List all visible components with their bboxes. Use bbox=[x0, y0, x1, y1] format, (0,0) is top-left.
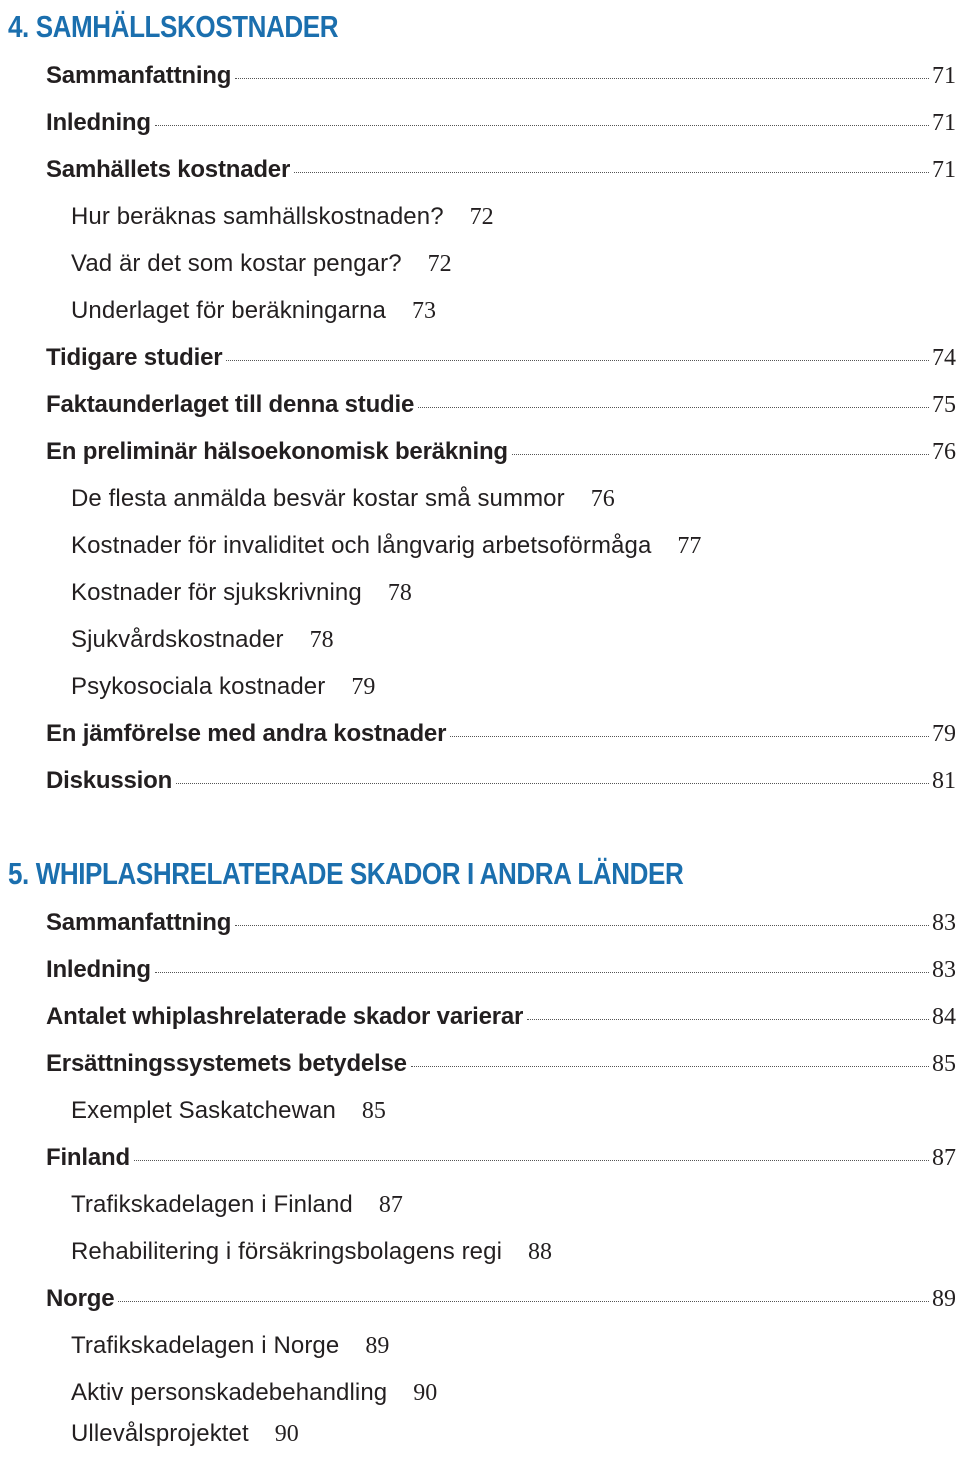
toc-entry-label: Norge bbox=[46, 1285, 115, 1312]
toc-entry[interactable] bbox=[46, 109, 956, 141]
toc-page-number: 74 bbox=[932, 345, 956, 371]
toc-entry-label: Antalet whiplashrelaterade skador varierar bbox=[46, 1003, 524, 1030]
dot-leader bbox=[512, 453, 929, 455]
toc-page-number: 71 bbox=[932, 157, 956, 183]
dot-leader bbox=[155, 124, 929, 126]
toc-subentry[interactable] bbox=[71, 626, 334, 658]
toc-subentry[interactable] bbox=[71, 1420, 299, 1452]
toc-entry[interactable] bbox=[46, 1050, 956, 1082]
toc-entry[interactable] bbox=[46, 391, 956, 423]
dot-leader bbox=[118, 1300, 929, 1302]
toc-subentry[interactable] bbox=[71, 532, 701, 564]
toc-entry-label: Finland bbox=[46, 1144, 130, 1171]
toc-entry[interactable] bbox=[46, 344, 956, 376]
toc-subentry-label: Psykosociala kostnader bbox=[71, 673, 326, 700]
toc-page-number: 85 bbox=[361, 1098, 386, 1124]
dot-leader bbox=[155, 971, 929, 973]
dot-leader bbox=[294, 171, 929, 173]
toc-entry-label: En jämförelse med andra kostnader bbox=[46, 720, 447, 747]
toc-subentry[interactable] bbox=[71, 1097, 386, 1129]
toc-page-number: 76 bbox=[932, 439, 956, 465]
toc-entry[interactable] bbox=[46, 156, 956, 188]
toc-subentry-label: Aktiv personskadebehandling bbox=[71, 1379, 388, 1406]
toc-entry-label: Ersättningssystemets betydelse bbox=[46, 1050, 407, 1077]
section-title: 5. WHIPLASHRELATERADE SKADOR I ANDRA LÄNDER bbox=[8, 856, 684, 891]
dot-leader bbox=[134, 1159, 929, 1161]
toc-page-number: 90 bbox=[274, 1421, 299, 1447]
toc-entry[interactable] bbox=[46, 909, 956, 941]
toc-page-number: 83 bbox=[932, 957, 956, 983]
toc-subentry-label: De flesta anmälda besvär kostar små summor bbox=[71, 485, 565, 512]
toc-page-number: 83 bbox=[932, 910, 956, 936]
toc-subentry[interactable] bbox=[71, 297, 436, 329]
toc-entry-label: Inledning bbox=[46, 956, 151, 983]
toc-subentry-label: Exemplet Saskatchewan bbox=[71, 1097, 336, 1124]
dot-leader bbox=[235, 77, 929, 79]
toc-page-number: 79 bbox=[932, 721, 956, 747]
toc-page-number: 78 bbox=[387, 580, 412, 606]
dot-leader bbox=[176, 782, 929, 784]
toc-page-number: 73 bbox=[412, 298, 436, 324]
toc-page-number: 71 bbox=[932, 63, 956, 89]
toc-page-number: 76 bbox=[590, 486, 615, 512]
toc-page-number: 71 bbox=[932, 110, 956, 136]
dot-leader bbox=[411, 1065, 929, 1067]
toc-page-number: 87 bbox=[932, 1145, 956, 1171]
toc-entry[interactable] bbox=[46, 1003, 956, 1035]
toc-page-number: 81 bbox=[932, 768, 956, 794]
toc-subentry-label: Sjukvårdskostnader bbox=[71, 626, 284, 653]
toc-page-number: 89 bbox=[365, 1333, 390, 1359]
toc-subentry[interactable] bbox=[71, 250, 452, 282]
toc-page-number: 90 bbox=[413, 1380, 438, 1406]
toc-subentry[interactable] bbox=[71, 485, 615, 517]
toc-subentry-label: Ullevålsprojektet bbox=[71, 1420, 249, 1447]
toc-subentry-label: Vad är det som kostar pengar? bbox=[71, 250, 402, 277]
toc-subentry-label: Trafikskadelagen i Finland bbox=[71, 1191, 353, 1218]
toc-entry-label: Diskussion bbox=[46, 767, 173, 794]
toc-subentry[interactable] bbox=[71, 1238, 552, 1270]
toc-page-number: 78 bbox=[309, 627, 334, 653]
toc-page-number: 85 bbox=[932, 1051, 956, 1077]
dot-leader bbox=[418, 406, 929, 408]
toc-page-number: 89 bbox=[932, 1286, 956, 1312]
toc-entry[interactable] bbox=[46, 62, 956, 94]
dot-leader bbox=[527, 1018, 929, 1020]
toc-subentry[interactable] bbox=[71, 1191, 403, 1223]
toc-entry-label: Samhällets kostnader bbox=[46, 156, 291, 183]
toc-entry-label: Sammanfattning bbox=[46, 62, 232, 89]
toc-page-number: 87 bbox=[378, 1192, 403, 1218]
toc-subentry-label: Kostnader för sjukskrivning bbox=[71, 579, 362, 606]
toc-subentry[interactable] bbox=[71, 203, 494, 235]
toc-subentry[interactable] bbox=[71, 1332, 389, 1364]
dot-leader bbox=[226, 359, 929, 361]
toc-subentry[interactable] bbox=[71, 579, 412, 611]
toc-entry[interactable] bbox=[46, 720, 956, 752]
toc-entry-label: Faktaunderlaget till denna studie bbox=[46, 391, 415, 418]
toc-subentry-label: Hur beräknas samhällskostnaden? bbox=[71, 203, 444, 230]
section-title: 4. SAMHÄLLSKOSTNADER bbox=[8, 9, 339, 44]
toc-subentry-label: Trafikskadelagen i Norge bbox=[71, 1332, 340, 1359]
toc-subentry-label: Rehabilitering i försäkringsbolagens regi bbox=[71, 1238, 503, 1265]
toc-subentry[interactable] bbox=[71, 673, 375, 705]
toc-subentry[interactable] bbox=[71, 1379, 437, 1411]
toc-entry-label: Inledning bbox=[46, 109, 151, 136]
toc-page-number: 72 bbox=[469, 204, 494, 230]
toc-subentry-label: Kostnader för invaliditet och långvarig arbetsoförmåga bbox=[71, 532, 652, 559]
toc-entry[interactable] bbox=[46, 1144, 956, 1176]
toc-entry[interactable] bbox=[46, 767, 956, 799]
toc-entry-label: Tidigare studier bbox=[46, 344, 223, 371]
toc-entry[interactable] bbox=[46, 956, 956, 988]
toc-page-number: 88 bbox=[528, 1239, 553, 1265]
dot-leader bbox=[450, 735, 929, 737]
toc-page-number: 75 bbox=[932, 392, 956, 418]
toc-page-number: 77 bbox=[677, 533, 702, 559]
toc-subentry-label: Underlaget för beräkningarna bbox=[71, 297, 386, 324]
toc-entry[interactable] bbox=[46, 438, 956, 470]
dot-leader bbox=[235, 924, 929, 926]
toc-entry-label: En preliminär hälsoekonomisk beräkning bbox=[46, 438, 508, 465]
toc-entry-label: Sammanfattning bbox=[46, 909, 232, 936]
toc-page-number: 79 bbox=[351, 674, 376, 700]
toc-entry[interactable] bbox=[46, 1285, 956, 1317]
toc-page-number: 72 bbox=[427, 251, 452, 277]
toc-page-number: 84 bbox=[932, 1004, 956, 1030]
